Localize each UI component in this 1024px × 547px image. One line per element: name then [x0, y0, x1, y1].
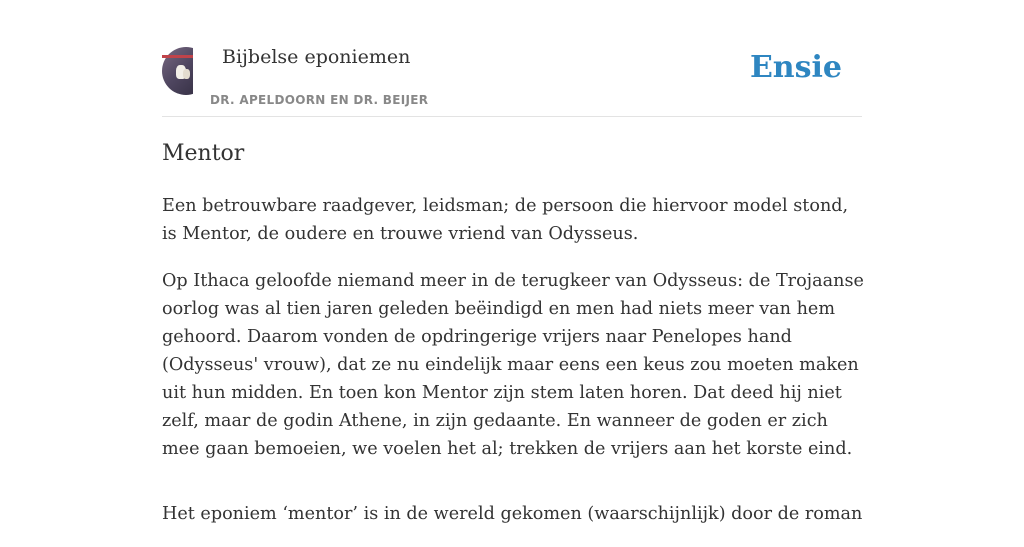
avatar-figure-secondary [183, 69, 190, 79]
site-logo[interactable]: Ensie [749, 50, 842, 85]
author-name[interactable]: DR. APELDOORN EN DR. BEIJER [210, 93, 429, 107]
article-title: Mentor [162, 141, 245, 166]
paragraph-definition: Een betrouwbare raadgever, leidsman; de persoon die hiervoor model stond, is Mentor, de oudere en trouwe vriend van Odysseus. [162, 196, 849, 244]
header [162, 0, 862, 117]
paragraph-story: Op Ithaca geloofde niemand meer in de terugkeer van Odysseus: de Trojaanse oorlog was al tien jaren geleden beëindigd en men had niets meer van hem gehoord. Daarom vonden de opdringerige vrijers naar Penelopes hand (Odysseus' vrouw), dat ze nu eindelijk maar eens een keus zou moeten maken uit hun midden. En toen kon Mentor zijn stem laten horen. Dat deed hij niet zelf, maar de godin Athene, in zijn gedaante. En wanneer de goden er zich mee gaan bemoeien, we voelen het al; trekken de vrijers aan het korste eind. [162, 271, 864, 459]
article [162, 138, 864, 547]
paragraph-eponym: Het eponiem ‘mentor’ is in de wereld gekomen (waarschijnlijk) door de roman [162, 504, 863, 524]
avatar-band [162, 55, 193, 58]
book-cover-avatar[interactable] [162, 47, 210, 95]
blog-title[interactable]: Bijbelse eponiemen [222, 46, 411, 68]
avatar-mask [193, 47, 213, 95]
